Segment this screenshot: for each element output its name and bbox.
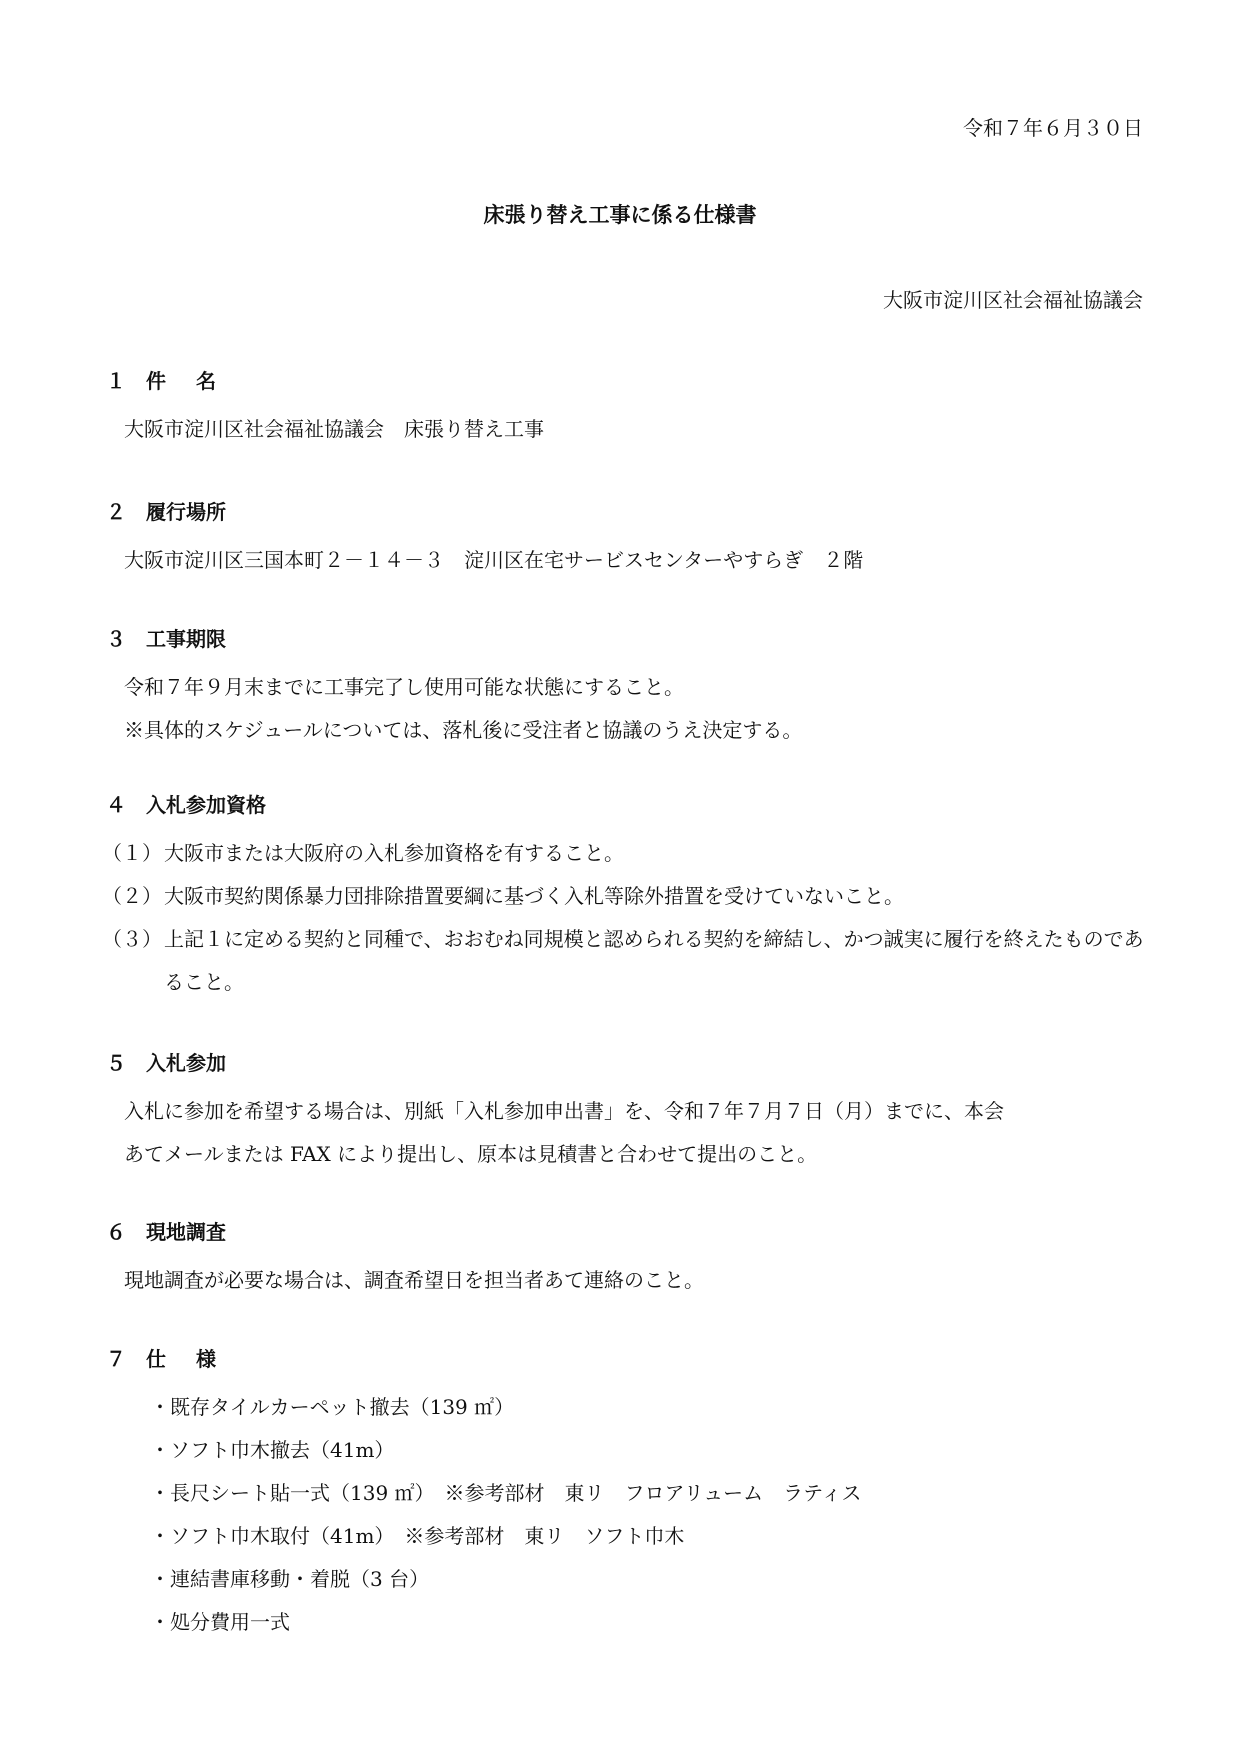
body-line: 大阪市淀川区三国本町２－１４－３ 淀川区在宅サービスセンターやすらぎ ２階 — [124, 548, 864, 572]
section-title: 履行場所 — [146, 500, 226, 524]
section-number: ７ — [106, 1347, 126, 1371]
section-title: 入札参加資格 — [146, 793, 266, 817]
section-content — [106, 1259, 1146, 1302]
item-label: （２） — [102, 884, 162, 908]
item-text: 大阪市契約関係暴力団排除措置要綱に基づく入札等除外措置を受けていないこと。 — [164, 884, 904, 908]
body-line: 令和７年９月末までに工事完了し使用可能な状態にすること。 — [124, 675, 684, 699]
section-heading — [106, 497, 1146, 527]
section-heading — [106, 624, 1146, 654]
issuing-organization: 大阪市淀川区社会福祉協議会 — [883, 288, 1143, 312]
qualification-item — [102, 875, 1146, 918]
section-site-survey — [106, 1217, 1146, 1302]
item-label: （１） — [102, 841, 162, 865]
spec-item-text: 長尺シート貼一式（139 ㎡） ※参考部材 東リ フロアリューム ラティス — [170, 1481, 862, 1505]
section-work-location — [106, 497, 1146, 582]
section-heading — [106, 790, 1146, 820]
qualification-item — [102, 832, 1146, 875]
section-specifications — [106, 1344, 1146, 1644]
item-text: 上記１に定める契約と同種で、おおむね同規模と認められる契約を締結し、かつ誠実に履行を終えたものであること。 — [164, 927, 1144, 994]
spec-item-text: 処分費用一式 — [170, 1610, 290, 1634]
body-line-note: ※具体的スケジュールについては、落札後に受注者と協議のうえ決定する。 — [124, 718, 803, 742]
section-content — [102, 832, 1146, 1004]
document-title: 床張り替え工事に係る仕様書 — [483, 203, 757, 227]
body-line: 入札に参加を希望する場合は、別紙「入札参加申出書」を、令和７年７月７日（月）までに、本会 — [124, 1099, 1004, 1123]
list-item — [150, 1386, 1146, 1429]
section-title: 入札参加 — [146, 1051, 226, 1075]
section-number: ６ — [106, 1220, 126, 1244]
section-content — [106, 1386, 1146, 1644]
section-number: ５ — [106, 1051, 126, 1075]
bullet-mark: ・ — [150, 1524, 170, 1548]
spec-item-text: ソフト巾木撤去（41m） — [170, 1438, 395, 1462]
section-heading — [106, 1217, 1146, 1247]
bullet-mark: ・ — [150, 1610, 170, 1634]
section-content — [106, 539, 1146, 582]
list-item — [150, 1472, 1146, 1515]
section-bid-participation — [106, 1048, 1146, 1176]
bullet-mark: ・ — [150, 1438, 170, 1462]
document-date: 令和７年６月３０日 — [963, 116, 1143, 140]
list-item — [150, 1515, 1146, 1558]
section-number: ２ — [106, 500, 126, 524]
qualification-item — [102, 918, 1146, 1004]
section-heading — [106, 1048, 1146, 1078]
section-content — [106, 666, 1146, 752]
body-line: 現地調査が必要な場合は、調査希望日を担当者あて連絡のこと。 — [124, 1268, 704, 1292]
specification-list — [106, 1386, 1146, 1644]
section-heading — [106, 1344, 1146, 1374]
bullet-mark: ・ — [150, 1481, 170, 1505]
section-title: 工事期限 — [146, 627, 226, 651]
section-work-deadline — [106, 624, 1146, 752]
section-title: 仕様 — [146, 1347, 246, 1371]
body-line: あてメールまたは FAX により提出し、原本は見積書と合わせて提出のこと。 — [124, 1142, 818, 1166]
section-heading — [106, 366, 1146, 396]
list-item — [150, 1429, 1146, 1472]
section-content — [106, 1090, 1146, 1176]
bullet-mark: ・ — [150, 1395, 170, 1419]
section-number: ３ — [106, 627, 126, 651]
list-item — [150, 1601, 1146, 1644]
section-number: ４ — [106, 793, 126, 817]
section-number: １ — [106, 369, 126, 393]
body-line: 大阪市淀川区社会福祉協議会 床張り替え工事 — [124, 417, 544, 441]
section-content — [106, 408, 1146, 451]
section-project-name — [106, 366, 1146, 451]
spec-item-text: ソフト巾木取付（41m） ※参考部材 東リ ソフト巾木 — [170, 1524, 685, 1548]
bullet-mark: ・ — [150, 1567, 170, 1591]
item-label: （３） — [102, 927, 162, 951]
section-title: 件名 — [146, 369, 246, 393]
section-bidding-qualifications — [102, 790, 1146, 1004]
list-item — [150, 1558, 1146, 1601]
item-text: 大阪市または大阪府の入札参加資格を有すること。 — [164, 841, 624, 865]
spec-item-text: 連結書庫移動・着脱（3 台） — [170, 1567, 430, 1591]
section-title: 現地調査 — [146, 1220, 226, 1244]
spec-item-text: 既存タイルカーペット撤去（139 ㎡） — [170, 1395, 515, 1419]
